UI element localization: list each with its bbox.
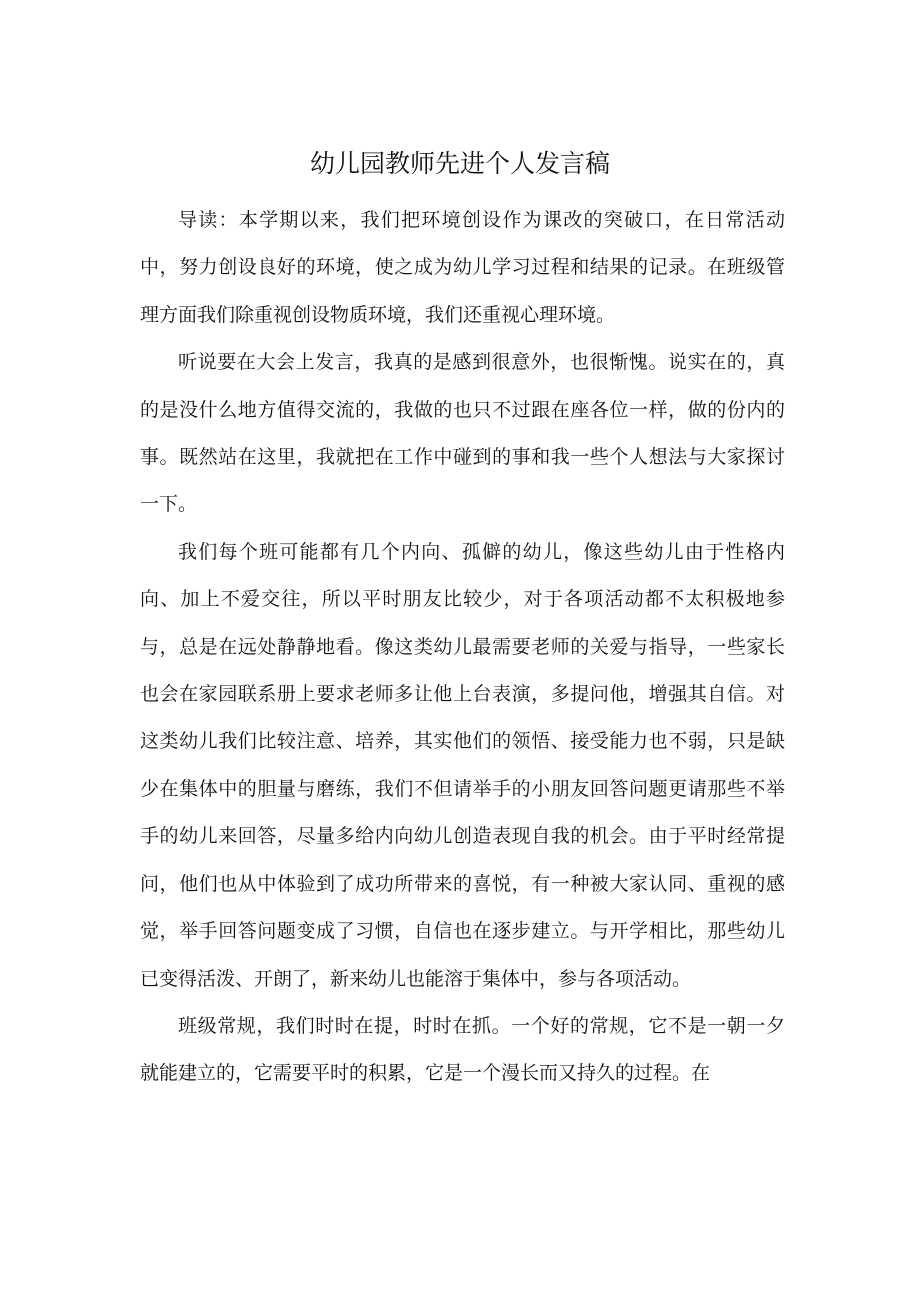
paragraph-speech-opening: 听说要在大会上发言，我真的是感到很意外，也很惭愧。说实在的，真的是没什么地方值得交流的，我做的也只不过跟在座各位一样，做的份内的事。既然站在这里，我就把在工作中碰到的事和我一些个人想法与大家探讨一下。 bbox=[140, 351, 785, 516]
document-title: 幼儿园教师先进个人发言稿 bbox=[309, 149, 610, 178]
paragraph-introverted-children: 我们每个班可能都有几个内向、孤僻的幼儿，像这些幼儿由于性格内向、加上不爱交往，所以平时朋友比较少，对于各项活动都不太积极地参与，总是在远处静静地看。像这类幼儿最需要老师的关爱与指导，一些家长也会在家园联系册上要求老师多让他上台表演，多提问他，增强其自信。对这类幼儿我们比较注意、培养，其实他们的领悟、接受能力也不弱，只是缺少在集体中的胆量与磨练，我们不但请举手的小朋友回答问题更请那些不举手的幼儿来回答，尽量多给内向幼儿创造表现自我的机会。由于平时经常提问，他们也从中体验到了成功所带来的喜悦，有一种被大家认同、重视的感觉，举手回答问题变成了习惯，自信也在逐步建立。与开学相比，那些幼儿已变得活泼、开朗了，新来幼儿也能溶于集体中，参与各项活动。 bbox=[140, 540, 785, 990]
document-body bbox=[140, 197, 785, 1098]
paragraph-intro: 导读：本学期以来，我们把环境创设作为课改的突破口，在日常活动中，努力创设良好的环境，使之成为幼儿学习过程和结果的记录。在班级管理方面我们除重视创设物质环境，我们还重视心理环境。 bbox=[140, 209, 785, 326]
paragraph-class-routine: 班级常规，我们时时在提，时时在抓。一个好的常规，它不是一朝一夕就能建立的，它需要平时的积累，它是一个漫长而又持久的过程。在 bbox=[140, 1014, 785, 1085]
